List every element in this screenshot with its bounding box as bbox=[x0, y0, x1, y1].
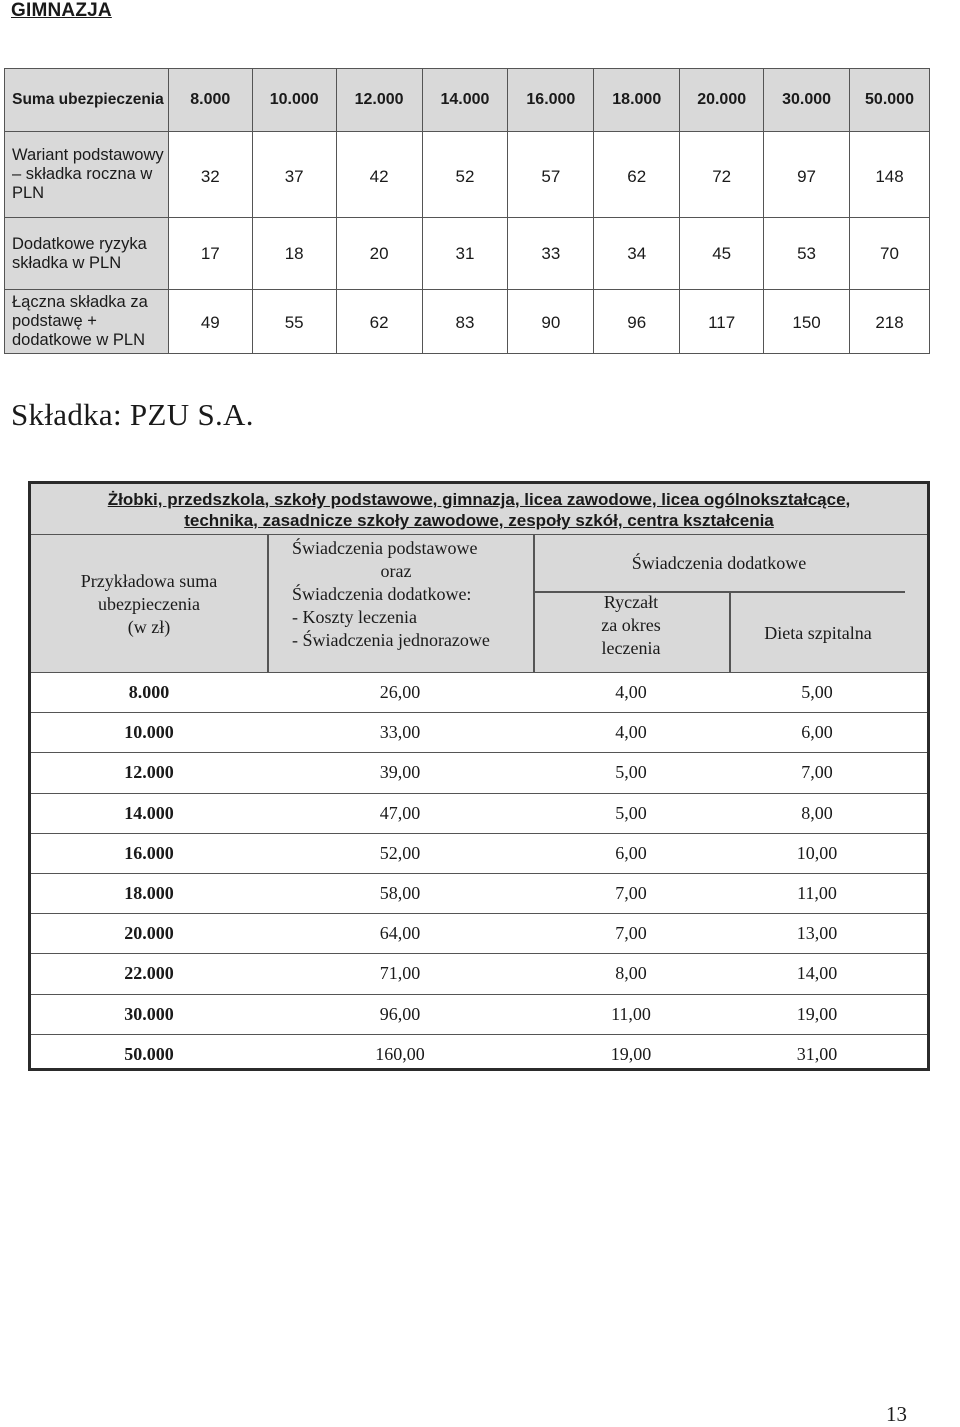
row-sum-cell: 30.000 bbox=[124, 1003, 174, 1024]
table1-col-header: 30.000 bbox=[764, 69, 850, 132]
table1-cell: 17 bbox=[168, 218, 252, 290]
table1-row-total bbox=[5, 290, 930, 354]
row-diet-cell: 19,00 bbox=[796, 1003, 838, 1024]
table1-cell: 18 bbox=[252, 218, 336, 290]
header-lump-line: Ryczałt bbox=[603, 592, 659, 612]
row-basic-cell: 33,00 bbox=[379, 722, 421, 743]
table1-cell: 45 bbox=[680, 218, 764, 290]
table1-col-header: 14.000 bbox=[422, 69, 508, 132]
row-basic-cell: 71,00 bbox=[379, 963, 421, 984]
table-row bbox=[31, 753, 927, 793]
table1-col-header: 10.000 bbox=[252, 69, 336, 132]
table-row bbox=[31, 1035, 927, 1075]
table1-cell: 70 bbox=[850, 218, 930, 290]
row-sum-cell: 18.000 bbox=[124, 883, 174, 904]
row-sum-cell: 20.000 bbox=[124, 923, 174, 944]
table-row bbox=[31, 673, 927, 713]
table1-cell: 117 bbox=[680, 290, 764, 354]
table1-cell: 57 bbox=[508, 132, 594, 218]
table1-row-label: Dodatkowe ryzyka składka w PLN bbox=[5, 218, 169, 290]
table2-banner-line: technika, zasadnicze szkoły zawodowe, zespoły szkół, centra kształcenia bbox=[184, 511, 774, 530]
header-sum-line: (w zł) bbox=[127, 616, 171, 637]
table1-cell: 83 bbox=[422, 290, 508, 354]
row-sum-cell: 16.000 bbox=[124, 842, 174, 863]
table1-col-header: 12.000 bbox=[336, 69, 422, 132]
row-diet-cell: 5,00 bbox=[801, 682, 833, 703]
table1-header-row bbox=[5, 69, 930, 132]
table1-cell: 72 bbox=[680, 132, 764, 218]
row-basic-cell: 39,00 bbox=[379, 762, 421, 783]
row-lump-cell: 5,00 bbox=[615, 762, 647, 783]
table1-cell: 96 bbox=[594, 290, 680, 354]
table-row bbox=[31, 954, 927, 994]
row-lump-cell: 8,00 bbox=[615, 963, 647, 984]
header-sum-line: Przykładowa suma bbox=[80, 570, 218, 591]
table1-col-header: 18.000 bbox=[594, 69, 680, 132]
table1-cell: 20 bbox=[336, 218, 422, 290]
row-lump-cell: 19,00 bbox=[610, 1044, 652, 1065]
table2-header-additional bbox=[533, 535, 905, 591]
table-row bbox=[31, 834, 927, 874]
row-basic-cell: 64,00 bbox=[379, 923, 421, 944]
table1-cell: 218 bbox=[850, 290, 930, 354]
row-diet-cell: 7,00 bbox=[801, 762, 833, 783]
row-basic-cell: 160,00 bbox=[375, 1044, 425, 1065]
table2-header bbox=[31, 535, 927, 673]
table2-banner bbox=[31, 484, 927, 535]
header-lump-line: za okres bbox=[601, 615, 661, 635]
header-basic-line: - Koszty leczenia bbox=[292, 607, 417, 627]
table2-banner-line: Żłobki, przedszkola, szkoły podstawowe, gimnazja, licea zawodowe, licea ogólnokształcące, bbox=[107, 490, 851, 509]
premium-table-pzu bbox=[28, 481, 930, 1071]
header-basic-line: - Świadczenia jednorazowe bbox=[292, 630, 490, 650]
table1-cell: 33 bbox=[508, 218, 594, 290]
row-sum-cell: 8.000 bbox=[128, 682, 170, 703]
table1-cell: 34 bbox=[594, 218, 680, 290]
table1-cell: 32 bbox=[168, 132, 252, 218]
table2-header-lump bbox=[533, 591, 729, 660]
row-diet-cell: 8,00 bbox=[801, 802, 833, 823]
row-diet-cell: 11,00 bbox=[797, 883, 837, 904]
page-number: 13 bbox=[886, 1402, 907, 1426]
table1-cell: 42 bbox=[336, 132, 422, 218]
header-basic-line: oraz bbox=[380, 561, 412, 581]
table1-cell: 55 bbox=[252, 290, 336, 354]
row-sum-cell: 12.000 bbox=[124, 762, 174, 783]
table2-body bbox=[31, 673, 927, 1075]
header-additional-label: Świadczenia dodatkowe bbox=[631, 552, 807, 573]
table2-header-diet: Dieta szpitalna bbox=[764, 623, 872, 643]
insurer-heading: Składka: PZU S.A. bbox=[11, 397, 254, 432]
table1-row-basic bbox=[5, 132, 930, 218]
row-lump-cell: 7,00 bbox=[615, 883, 647, 904]
header-sum-line: ubezpieczenia bbox=[98, 593, 200, 614]
row-sum-cell: 22.000 bbox=[124, 963, 174, 984]
table1-row-label: Łączna składka za podstawę + dodatkowe w PLN bbox=[5, 290, 169, 354]
table1-cell: 62 bbox=[594, 132, 680, 218]
row-diet-cell: 31,00 bbox=[796, 1044, 838, 1065]
section-heading: GIMNAZJA bbox=[11, 0, 112, 21]
row-lump-cell: 4,00 bbox=[615, 682, 647, 703]
table1-cell: 37 bbox=[252, 132, 336, 218]
row-diet-cell: 10,00 bbox=[796, 842, 838, 863]
row-sum-cell: 14.000 bbox=[124, 802, 174, 823]
row-lump-cell: 5,00 bbox=[615, 802, 647, 823]
table1-corner-label: Suma ubezpieczenia bbox=[5, 69, 169, 132]
table-row bbox=[31, 794, 927, 834]
row-lump-cell: 4,00 bbox=[615, 722, 647, 743]
table1-cell: 148 bbox=[850, 132, 930, 218]
table1-cell: 97 bbox=[764, 132, 850, 218]
table1-col-header: 8.000 bbox=[168, 69, 252, 132]
row-lump-cell: 11,00 bbox=[611, 1003, 651, 1024]
table2-header-sum bbox=[31, 535, 267, 673]
table-row bbox=[31, 914, 927, 954]
row-basic-cell: 26,00 bbox=[379, 682, 421, 703]
table-row bbox=[31, 874, 927, 914]
row-basic-cell: 96,00 bbox=[379, 1003, 421, 1024]
premium-table-gimnazja bbox=[4, 68, 930, 354]
row-lump-cell: 7,00 bbox=[615, 923, 647, 944]
table1-cell: 31 bbox=[422, 218, 508, 290]
table1-col-header: 16.000 bbox=[508, 69, 594, 132]
row-basic-cell: 47,00 bbox=[379, 802, 421, 823]
row-diet-cell: 13,00 bbox=[796, 923, 838, 944]
table1-cell: 150 bbox=[764, 290, 850, 354]
table1-cell: 49 bbox=[168, 290, 252, 354]
table1-cell: 62 bbox=[336, 290, 422, 354]
table-row bbox=[31, 713, 927, 753]
row-lump-cell: 6,00 bbox=[615, 842, 647, 863]
table1-col-header: 50.000 bbox=[850, 69, 930, 132]
table2-header-basic bbox=[267, 535, 533, 673]
table1-row-label: Wariant podstawowy – składka roczna w PLN bbox=[5, 132, 169, 218]
row-basic-cell: 58,00 bbox=[379, 883, 421, 904]
row-diet-cell: 6,00 bbox=[801, 722, 833, 743]
table1-col-header: 20.000 bbox=[680, 69, 764, 132]
table1-cell: 90 bbox=[508, 290, 594, 354]
row-sum-cell: 10.000 bbox=[124, 722, 174, 743]
table1-cell: 53 bbox=[764, 218, 850, 290]
row-sum-cell: 50.000 bbox=[124, 1044, 174, 1065]
header-basic-line: Świadczenia dodatkowe: bbox=[292, 584, 472, 604]
table1-row-additional bbox=[5, 218, 930, 290]
header-lump-line: leczenia bbox=[601, 638, 661, 658]
table-row bbox=[31, 995, 927, 1035]
row-diet-cell: 14,00 bbox=[796, 963, 838, 984]
header-basic-line: Świadczenia podstawowe bbox=[292, 538, 478, 558]
table1-cell: 52 bbox=[422, 132, 508, 218]
row-basic-cell: 52,00 bbox=[379, 842, 421, 863]
